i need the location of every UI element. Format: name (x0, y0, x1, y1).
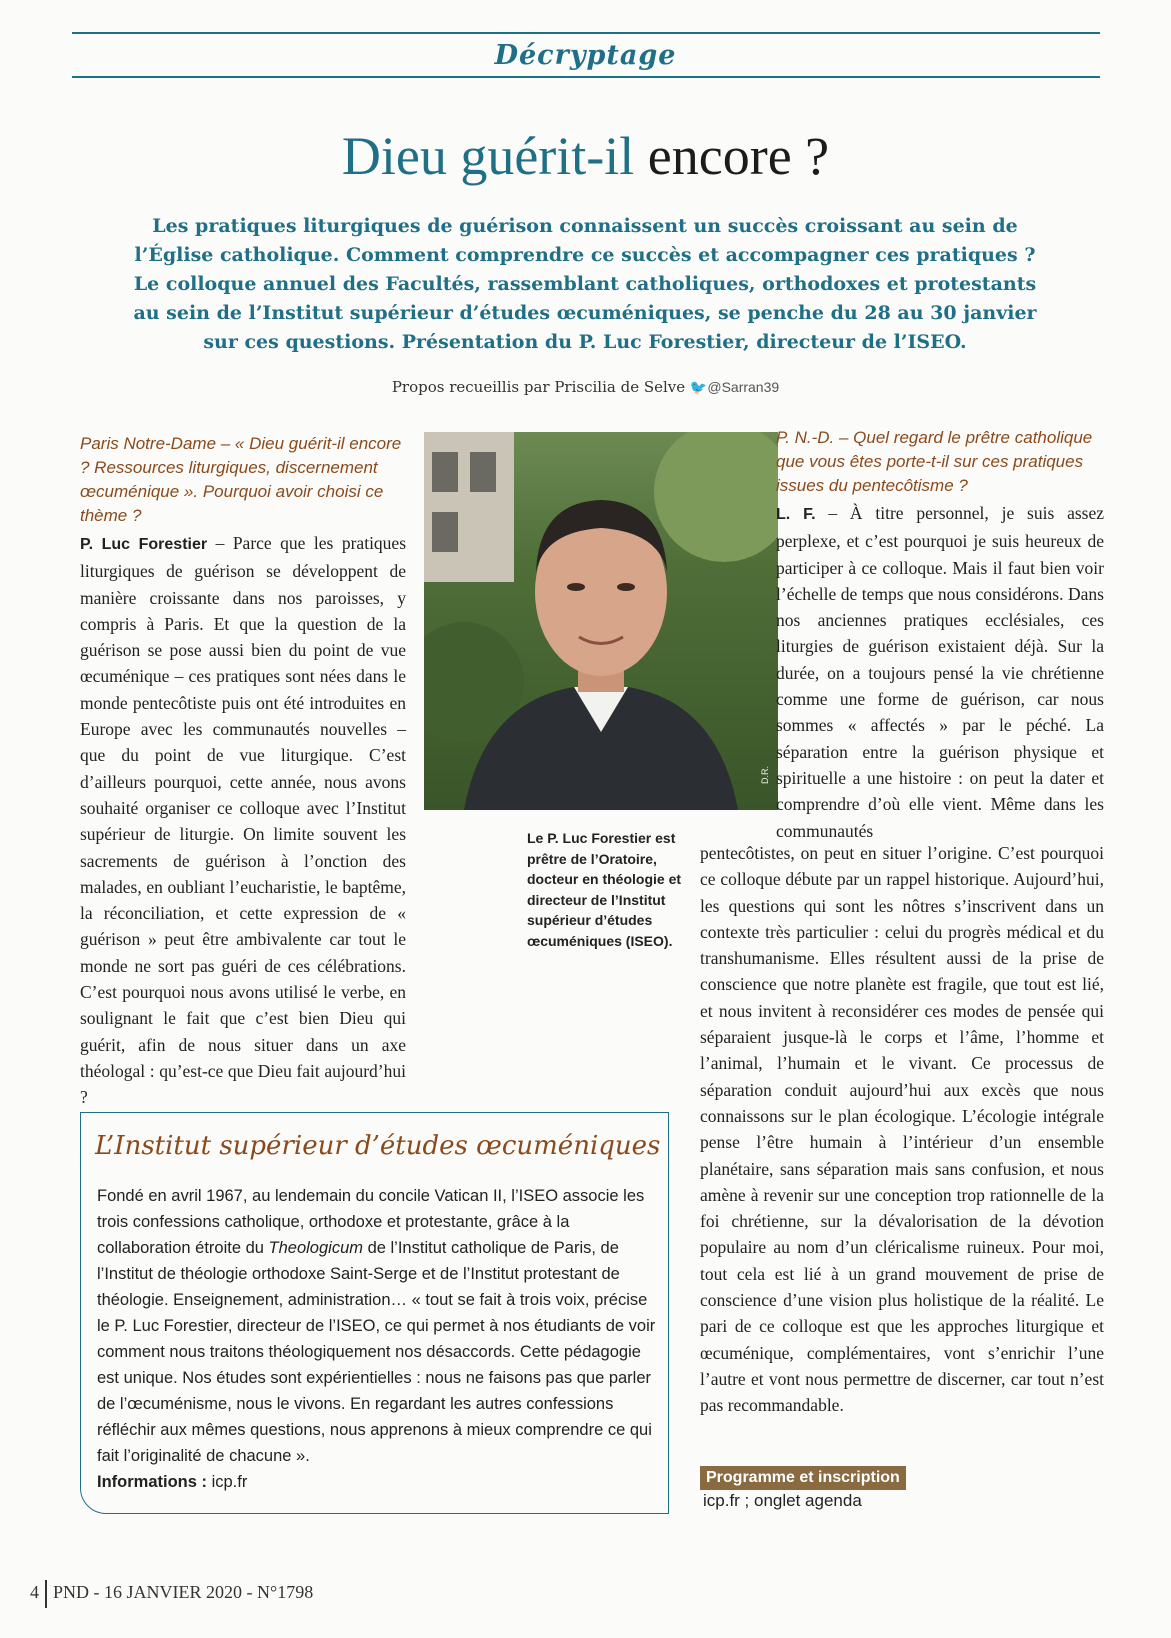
page-footer (30, 1580, 313, 1608)
program-link[interactable]: icp.fr ; onglet agenda (703, 1491, 862, 1510)
answer-2-speaker: L. F. (776, 506, 816, 523)
answer-2-text-1: – À titre personnel, je suis assez perplexe, et c’est pourquoi je suis heureux de participer à ce colloque. Mais il faut bien voir l’échelle de temps que nous considérons. Dans nos anciennes pratiques ecclésiales, ces liturgies de guérison existaient déjà. Sur la durée, on a toujours pensé la vie chrétienne comme une forme de guérison, car nous sommes « affectés » par le péché. La séparation entre la guérison physique et spirituelle a une histoire : on peut la dater et comprendre d’où elle vient. Même dans les communautés (776, 503, 1104, 841)
box-text-1: Fondé en avril 1967, au lendemain du concile Vatican II, l’ISEO associe les trois confessions catholique, orthodoxe et protestante, grâce à la collaboration étroite du (97, 1187, 645, 1257)
article-lead (120, 212, 1050, 357)
answer-1-speaker: P. Luc Forestier (80, 536, 208, 553)
twitter-handle: @Sarran39 (707, 379, 780, 395)
issue-info: - 16 JANVIER 2020 - N°1798 (89, 1582, 314, 1603)
lead-line: Le colloque annuel des Facultés, rassemblant catholiques, orthodoxes et protestants (133, 273, 1037, 295)
box-info-link[interactable]: icp.fr (207, 1473, 248, 1491)
lead-line: Les pratiques liturgiques de guérison connaissent un succès croissant au sein de (152, 215, 1018, 237)
portrait-photo (424, 432, 778, 810)
iseo-info-box (80, 1112, 669, 1514)
twitter-icon: 🐦 (689, 380, 708, 396)
program-label: Programme et inscription (700, 1466, 906, 1490)
header-rule-bottom (72, 76, 1100, 78)
answer-1-text: – Parce que les pratiques liturgiques de guérison se développent de manière croissante dans nos paroisses, y compris à Paris. Et que la question de la guérison se pose aussi bien du point de vue œcuménique – ces pratiques sont nées dans le monde pentecôtiste puis ont été introduites en Europe avec les communautés nouvelles – que du point de vue liturgique. C’est d’ailleurs pourquoi, cette année, nous avons souhaité organiser ce colloque avec l’Institut supérieur de liturgie. On limite souvent les sacrements de guérison à l’onction des malades, en oubliant l’eucharistie, le baptême, la réconciliation, et cette expression de « guérison » peut être ambivalente car tout le monde ne sort pas guéri de ces célébrations. C’est pourquoi nous avons utilisé le verbe, en soulignant le fait que c’est bien Dieu qui guérit, afin de nous situer dans un axe théologal : qu’est-ce que Dieu fait aujourd’hui ? (80, 533, 407, 1108)
question-1: Paris Notre-Dame – « Dieu guérit-il encore ? Ressources liturgiques, discernement œcuménique ». Pourquoi avoir choisi ce thème ? (80, 434, 402, 525)
column-right-wide (700, 840, 1104, 1419)
box-info-label: Informations : (97, 1473, 207, 1491)
column-left (80, 432, 406, 1111)
box-text-italic: Theologicum (268, 1239, 363, 1257)
title-part-accent: Dieu guérit-il (341, 126, 635, 186)
page-number: 4 (30, 1582, 39, 1603)
lead-line: l’Église catholique. Comment comprendre ce succès et accompagner ces pratiques ? (134, 244, 1036, 266)
answer-1 (80, 530, 406, 1111)
section-label: Décryptage (494, 40, 677, 71)
answer-2-text-2: pentecôtistes, on peut en situer l’origine. C’est pourquoi ce colloque débute par un rappel historique. Aujourd’hui, les questions qui sont les nôtres s’inscrivent dans un contexte très particulier : celui du progrès médical et du transhumanisme. Elles résultent aussi de la prise de conscience que notre planète est fragile, que tout est lié, et nous invitent à reconsidérer ces modes de pensée qui séparaient jusque-là le corps et l’âme, l’homme et l’animal, l’humain et le vivant. Ce processus de séparation conduit aujourd’hui aux excès que nous connaissons sur le plan écologique. L’écologie intégrale pense l’être humain à l’intérieur d’un ensemble planétaire, sans séparation mais sans confusion, et nous amène à revenir sur une conception trop rationnelle de la foi chrétienne, sur la dévalorisation de la dévotion populaire au nom d’un cléricalisme ruineux. Pour moi, tout cela est lié à un grand mouvement de prise de conscience d’une vision plus holistique de la réalité. Le pari de ce colloque est que les approches liturgique et œcuménique, complémentaires, vont s’enrichir l’une l’autre et vont nous permettre de discerner, car tout n’est pas recommandable. (700, 843, 1104, 1416)
header-rule-top (72, 32, 1100, 34)
box-text-2: de l’Institut catholique de Paris, de l’Institut de théologie orthodoxe Saint-Serge et de l’Institut protestant de théologie. Enseignement, administration… « tout se fait à trois voix, précise le P. Luc Forestier, directeur de l’ISEO, ce qui permet à nos étudiants de voir comment nous traitons théologiquement nos désaccords. Cette pédagogie est unique. Nos études sont expérientielles : nous ne faisons pas que parler de l’œcuménisme, nous le vivons. En regardant les autres confessions réfléchir aux mêmes questions, nous apprenons à mieux comprendre ce qui fait l’originalité de chacune ». (97, 1239, 656, 1465)
box-body (97, 1183, 657, 1495)
publication-name: PND (53, 1582, 90, 1603)
question-2: P. N.-D. – Quel regard le prêtre catholique que vous êtes porte-t-il sur ces pratiques issues du pentecôtisme ? (776, 428, 1093, 495)
photo-credit: D.R. (760, 766, 770, 784)
answer-2-part1 (776, 500, 1104, 844)
title-part-rest: encore ? (634, 126, 830, 186)
box-title: L’Institut supérieur d’études œcuméniques (95, 1131, 661, 1161)
article-title (0, 125, 1171, 187)
byline (0, 378, 1171, 396)
column-right (776, 426, 1104, 844)
byline-text: Propos recueillis par Priscilia de Selve (391, 378, 686, 396)
lead-line: au sein de l’Institut supérieur d’études œcuméniques, se penche du 28 au 30 janvier (133, 302, 1037, 324)
box-paragraph (97, 1183, 657, 1469)
lead-line: sur ces questions. Présentation du P. Luc Forestier, directeur de l’ISEO. (203, 331, 967, 353)
footer-divider (45, 1580, 47, 1608)
box-info (97, 1469, 657, 1495)
portrait-illustration (424, 432, 778, 810)
photo-caption: Le P. Luc Forestier est prêtre de l’Oratoire, docteur en théologie et directeur de l’Institut supérieur d’études œcuméniques (ISEO). (527, 830, 682, 949)
